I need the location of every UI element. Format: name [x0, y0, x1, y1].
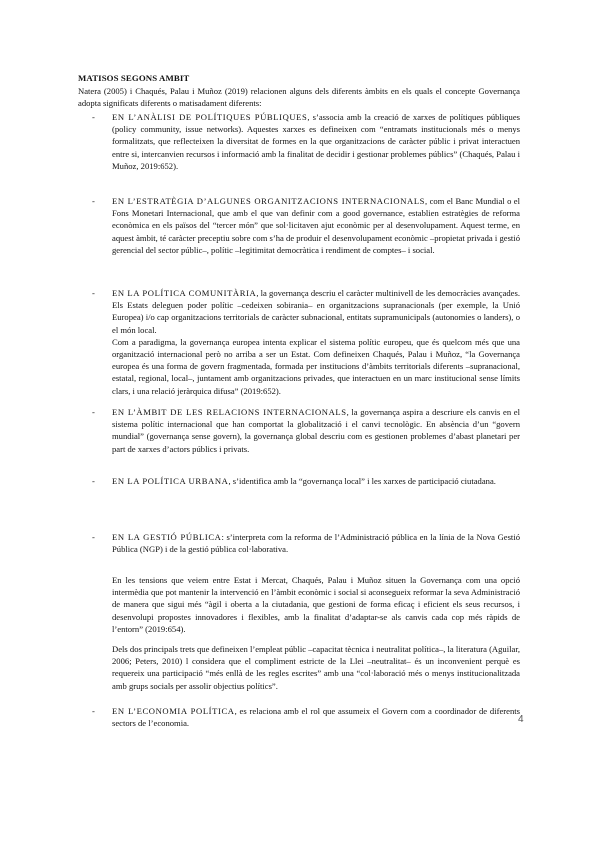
list-item-public-management: [92, 531, 520, 555]
item-lead: EN LA POLÍTICA URBANA: [112, 476, 229, 486]
bullet-dash: -: [92, 476, 95, 486]
list-item-urban-policy: [92, 475, 520, 487]
item-text: , la governança aspira a descriure els canvis en el sistema polític internacional que han comportat la globalització i el canvi tecnològic. En absència d’un “govern mundial” (governança sense govern), la governança global descriu com es gestionen problemes d’abast planetari per part de xarxes d’actors públics i privats.: [112, 407, 520, 454]
bullet-dash: -: [92, 706, 95, 716]
section-heading: MATISOS SEGONS AMBIT: [78, 73, 190, 83]
bullet-dash: -: [92, 112, 95, 122]
item-lead: EN LA POLÍTICA COMUNITÀRIA: [112, 288, 257, 298]
bullet-dash: -: [92, 288, 95, 298]
item-lead: EN L’ÀMBIT DE LES RELACIONS INTERNACIONALS: [112, 407, 347, 417]
item-lead: EN L’ECONOMIA POLÍTICA: [112, 706, 235, 716]
item-lead: EN L’ESTRATÈGIA D’ALGUNES ORGANITZACIONS INTERNACIONALS: [112, 196, 426, 206]
list-item-policy-analysis: [92, 111, 520, 172]
public-management-paragraph-2: En les tensions que veiem entre Estat i Mercat, Chaqués, Palau i Muñoz situen la Governança com una opció intermèdia que pot mantenir la intervenció en l’àmbit econòmic i social si aconsegueix reformar la seva Administració de manera que sigui més “àgil i oberta a la ciutadania, que gestioni de forma eficaç i eficient els seus recursos, i desenvolupi propostes innovadores i flexibles, amb la finalitat d’adaptar-se als canvis cada cop més ràpids de l’entorn” (2019:654).: [112, 575, 520, 634]
bullet-dash: -: [92, 407, 95, 417]
bullet-dash: -: [92, 532, 95, 542]
item-text: , es relaciona amb el rol que assumeix el Govern com a coordinador de diferents sectors de l’economia.: [112, 706, 520, 729]
item-lead: EN L’ANÀLISI DE POLÍTIQUES PÚBLIQUES: [112, 112, 308, 122]
list-item-political-economy: [92, 705, 520, 729]
page-number: 4: [518, 714, 524, 725]
item-text: , s’identifica amb la “governança local” i les xarxes de participació ciutadana.: [228, 476, 496, 486]
item-text: : s’interpreta com la reforma de l’Administració pública en la línia de la Nova Gestió Pública (NGP) i de la gestió pública col·laborativa.: [112, 532, 521, 555]
list-item-community-policy: [92, 287, 520, 397]
public-management-paragraph-3: Dels dos principals trets que defineixen l’empleat públic –capacitat tècnica i neutralitat política–, la literatura (Aguilar, 2006; Peters, 2010) l considera que el compliment estricte de la Llei –neutralitat– és un inconvenient perquè es requereix una participació “més enllà de les regles escrites” amb una “col·laboració més o menys institucionalitzada amb grups socials per assolir objectius polítics”.: [112, 644, 520, 691]
list-item-international-relations: [92, 406, 520, 455]
intro-paragraph: Natera (2005) i Chaqués, Palau i Muñoz (2019) relacionen alguns dels diferents àmbits en els quals el concepte Governança adopta significats diferents o matisadament diferents:: [78, 86, 520, 109]
list-item-international-organizations: [92, 195, 520, 256]
item-text: , com el Banc Mundial o el Fons Monetari Internacional, que amb el que van definir com a good governance, establien estratègies de reforma econòmica en els països del “tercer món” que sol·licitaven ajut econòmic per al desenvolupament. Aquest terme, en aquest àmbit, té caràcter preceptiu sobre com s’ha de produir el desenvolupament econòmic –propietat privada i gestió gerencial del sector públic–, polític –legitimitat democràtica i rendiment de comptes– i social.: [112, 196, 520, 255]
item-extra-paragraph: Com a paradigma, la governança europea intenta explicar el sistema polític europeu, que és quelcom més que una organització internacional però no arriba a ser un Estat. Com defineixen Chaqués, Palau i Muñoz, “la Governança europea és una forma de govern fragmentada, formada per institucions d’àmbits territorials diferents –supranacional, estatal, regional, local–, juntament amb organitzacions privades, que interactuen en un marc institucional sense límits clars, i una relació jeràrquica difusa” (2019:652).: [112, 336, 520, 396]
item-text: , s’associa amb la creació de xarxes de polítiques públiques (policy community, issue networks). Aquestes xarxes es defineixen com “entramats institucionals més o menys formalitzats, que reflecteixen la diversitat de formes en la que organitzacions de caràcter públic i privat interactuen entre si, intercanvien recursos i informació amb la finalitat de decidir i gestionar problemes públics” (Chaqués, Palau i Muñoz, 2019:652).: [112, 112, 521, 171]
item-lead: EN LA GESTIÓ PÚBLICA: [112, 532, 222, 542]
bullet-dash: -: [92, 196, 95, 206]
item-text: , la governança descriu el caràcter multinivell de les democràcies avançades. Els Estats deleguen poder polític –cedeixen sobirania– en organitzacions supranacionals (per exemple, la Unió Europea) i/o cap organitzacions territorials de caràcter subnacional, entitats supramunicipals (autonomies o landers), o el món local.: [112, 288, 520, 335]
